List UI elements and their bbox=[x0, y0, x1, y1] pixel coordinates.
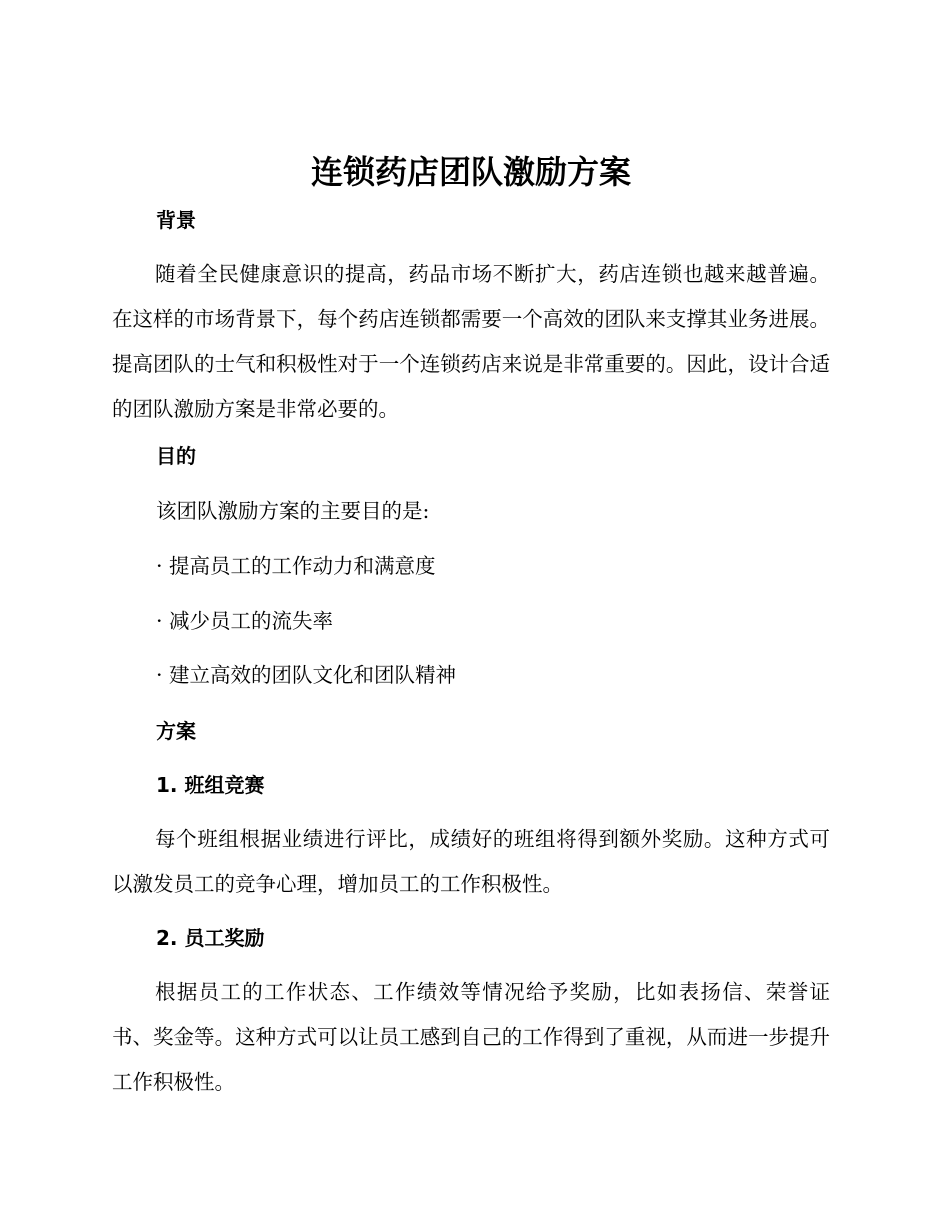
purpose-bullet-3: · 建立高效的团队文化和团队精神 bbox=[156, 663, 457, 687]
plan-item-2-paragraph: 根据员工的工作状态、工作绩效等情况给予奖励，比如表扬信、荣誉证书、奖金等。这种方式可以让员工感到自己的工作得到了重视，从而进一步提升工作积极性。 bbox=[112, 980, 830, 1094]
background-paragraph: 随着全民健康意识的提高，药品市场不断扩大，药店连锁也越来越普遍。在这样的市场背景下，每个药店连锁都需要一个高效的团队来支撑其业务进展。提高团队的士气和积极性对于一个连锁药店来说是非常重要的。因此，设计合适的团队激励方案是非常必要的。 bbox=[112, 262, 830, 421]
plan-item-2-heading: 2. 员工奖励 bbox=[156, 926, 265, 950]
section-heading-background: 背景 bbox=[156, 208, 196, 232]
section-heading-plan: 方案 bbox=[156, 719, 196, 743]
purpose-bullet-2: · 减少员工的流失率 bbox=[156, 609, 334, 633]
plan-item-1-heading: 1. 班组竞赛 bbox=[156, 773, 265, 797]
section-heading-purpose: 目的 bbox=[156, 444, 196, 468]
plan-item-1-paragraph: 每个班组根据业绩进行评比，成绩好的班组将得到额外奖励。这种方式可以激发员工的竞争心理，增加员工的工作积极性。 bbox=[112, 827, 830, 896]
purpose-intro: 该团队激励方案的主要目的是: bbox=[156, 499, 430, 523]
document-title: 连锁药店团队激励方案 bbox=[310, 153, 631, 191]
purpose-bullet-1: · 提高员工的工作动力和满意度 bbox=[156, 554, 436, 578]
